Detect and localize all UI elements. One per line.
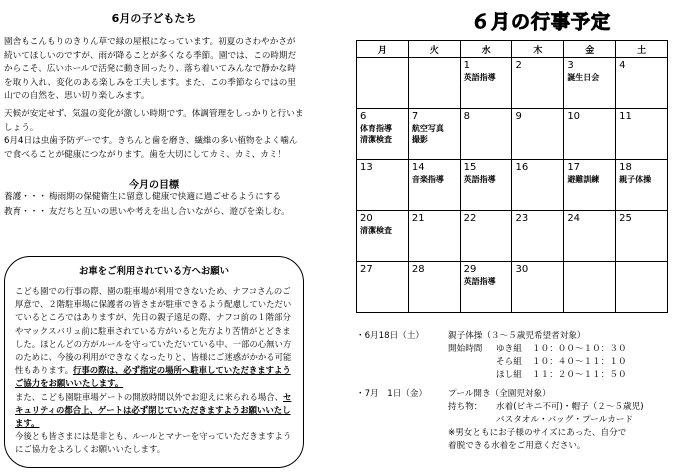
day-number: 27 bbox=[360, 264, 373, 275]
day-number: 2 bbox=[515, 60, 522, 71]
calendar-day bbox=[564, 211, 616, 262]
calendar-day bbox=[408, 58, 460, 109]
event-date: ・7月 1日（金） bbox=[356, 389, 428, 399]
event-title: プール開き（全園児対象） bbox=[448, 389, 551, 399]
calendar-day bbox=[460, 160, 512, 211]
day-event: 誕生日会 bbox=[567, 73, 600, 82]
day-event: 英語指導 bbox=[463, 277, 496, 286]
event-times bbox=[448, 343, 676, 382]
day-number: 15 bbox=[463, 162, 477, 173]
calendar-day bbox=[564, 109, 616, 160]
children-title: 6月の子どもたち bbox=[111, 12, 197, 25]
calendar-day bbox=[460, 58, 512, 109]
parking-notice-box bbox=[4, 256, 304, 468]
day-number: 25 bbox=[619, 213, 632, 224]
children-paragraph: 園舎もこんもりのきりん草で緑の屋根になっています。初夏のさわやかさが続いてほしいのですが、雨が降ることが多くなる季節。園では、この時期だからこそ、広いホールで活発に動き回ったり、落ち着いてみんなで静かな時を取り入れ、変化のある楽しみを工夫します。また、この季節ならではの里山での自然を、思い切り楽しみます。 bbox=[4, 37, 297, 102]
goal-item bbox=[4, 191, 304, 204]
calendar-table bbox=[356, 40, 668, 313]
day-number: 13 bbox=[360, 162, 373, 173]
calendar-day bbox=[357, 211, 409, 262]
day-event: 体育指導 清潔検査 bbox=[360, 124, 392, 144]
class-name: ゆき組 bbox=[496, 344, 522, 354]
calendar-day bbox=[408, 109, 460, 160]
day-event: 清潔検査 bbox=[360, 226, 392, 235]
day-number: 28 bbox=[411, 264, 425, 275]
day-number: 24 bbox=[567, 213, 581, 224]
calendar-day bbox=[616, 160, 668, 211]
class-time: １１：２０～１１：５０ bbox=[532, 370, 627, 380]
goals-title: 今月の目標 bbox=[129, 180, 179, 192]
calendar-day bbox=[460, 262, 512, 313]
event-pool bbox=[356, 388, 676, 453]
weekday-header: 土 bbox=[616, 41, 668, 58]
notice-title: お車をご利用されている方へお願い bbox=[78, 266, 229, 277]
calendar-day bbox=[616, 109, 668, 160]
calendar-day bbox=[512, 262, 564, 313]
day-event: 英語指導 bbox=[463, 175, 496, 184]
day-number: 30 bbox=[515, 264, 529, 275]
day-number: 9 bbox=[515, 111, 522, 122]
goal-item bbox=[4, 206, 304, 219]
event-title: 親子体操（３～５歳児希望者対象） bbox=[448, 331, 586, 341]
calendar-section bbox=[356, 8, 676, 313]
goal-text: 友だちと互いの思いや考えを出し合いながら、遊びを楽しむ。 bbox=[49, 207, 290, 218]
event-schedule bbox=[356, 330, 676, 453]
weekday-header: 金 bbox=[564, 41, 616, 58]
day-number: 11 bbox=[619, 111, 632, 122]
goal-key: 養護・・・ bbox=[4, 192, 47, 203]
day-number: 4 bbox=[619, 60, 626, 71]
calendar-day bbox=[512, 160, 564, 211]
notice-emphasis: セキュリティの都合上、ゲートは必ず閉じていただきますようお願いいたします。 bbox=[15, 391, 292, 429]
calendar-day bbox=[512, 109, 564, 160]
day-number: 3 bbox=[567, 60, 574, 71]
calendar-day bbox=[408, 262, 460, 313]
calendar-day bbox=[512, 211, 564, 262]
notice-text: また、こども園駐車場ゲートの開放時間以外でお迎えに来られる場合、 bbox=[15, 391, 283, 402]
calendar-day bbox=[460, 211, 512, 262]
day-number: 20 bbox=[360, 213, 373, 224]
calendar-day bbox=[408, 211, 460, 262]
calendar-day bbox=[616, 58, 668, 109]
calendar-week bbox=[357, 211, 668, 262]
event-note: 着脱できる水着をご用意ください。 bbox=[448, 441, 586, 451]
calendar-day bbox=[564, 262, 616, 313]
weekday-header: 水 bbox=[460, 41, 512, 58]
day-number: 21 bbox=[411, 213, 425, 224]
day-number: 1 bbox=[463, 60, 471, 71]
day-event: 親子体操 bbox=[619, 175, 652, 184]
day-number: 8 bbox=[463, 111, 471, 122]
calendar-day bbox=[408, 160, 460, 211]
day-event: 音楽指導 bbox=[411, 175, 444, 184]
day-number: 22 bbox=[463, 213, 477, 224]
calendar-week bbox=[357, 262, 668, 313]
notice-emphasis: 行事の際は、必ず指定の場所へ駐車していただきますようご協力をお願いいたします。 bbox=[15, 365, 291, 389]
items-label: 持ち物： bbox=[448, 402, 483, 412]
calendar-day bbox=[357, 58, 409, 109]
day-number: 10 bbox=[567, 111, 581, 122]
day-event: 避難訓練 bbox=[567, 175, 600, 184]
goal-text: 梅雨期の保健衛生に留意し健康で快適に過ごせるようにする bbox=[49, 192, 282, 203]
weekday-header: 木 bbox=[512, 41, 564, 58]
children-section bbox=[4, 6, 304, 219]
day-number: 17 bbox=[567, 162, 581, 173]
calendar-week bbox=[357, 160, 668, 211]
day-number: 16 bbox=[515, 162, 529, 173]
calendar-day bbox=[564, 58, 616, 109]
calendar-day bbox=[357, 262, 409, 313]
day-number: 29 bbox=[463, 264, 477, 275]
time-label: 開始時間 bbox=[448, 344, 483, 354]
notice-text: 今後とも皆さまには是非とも、ルールとマナーを守っていただきますようにご協力をよろしくお願いいたします。 bbox=[15, 431, 292, 455]
day-number: 14 bbox=[411, 162, 425, 173]
calendar-title: ６月の行事予定 bbox=[470, 11, 611, 33]
calendar-day bbox=[357, 160, 409, 211]
weekday-header: 火 bbox=[408, 41, 460, 58]
class-time: １０：４０～１１：１０ bbox=[532, 357, 627, 367]
weekday-header: 月 bbox=[357, 41, 409, 58]
calendar-day bbox=[616, 211, 668, 262]
event-oyako bbox=[356, 330, 676, 382]
goal-key: 教育・・・ bbox=[4, 207, 47, 218]
day-number: 23 bbox=[515, 213, 529, 224]
class-name: そら組 bbox=[496, 357, 522, 367]
class-time: １０：００～１０：３０ bbox=[532, 344, 627, 354]
class-name: ほし組 bbox=[496, 370, 522, 380]
calendar-week bbox=[357, 58, 668, 109]
day-event: 航空写真 撮影 bbox=[411, 124, 444, 144]
calendar-day bbox=[512, 58, 564, 109]
children-paragraph: 天候が安定せず、気温の変化が激しい時期です。体調管理をしっかりと行いましょう。 bbox=[4, 108, 304, 133]
children-paragraph: 6月4日は虫歯予防デーです。きちんと歯を磨き、繊維の多い植物をよく噛んで食べることが健康につながります。歯を大切にしてカミ、カミ、カミ！ bbox=[4, 136, 298, 160]
notice-body bbox=[15, 285, 293, 457]
day-number: 6 bbox=[360, 111, 367, 122]
calendar-day bbox=[564, 160, 616, 211]
items-text: 水着(ビキニ不可)・帽子（２～５歳児) bbox=[496, 402, 644, 412]
notice-text: こども園での行事の際、園の駐車場が利用できないため、ナフコさんのご厚意で、２階駐車場に保護者の皆さまが駐車できるよう配慮していただいているところではありますが、先日の親子遠足の際、ナフコ前の１階部分やマックスバリュ前に駐車されている方がいると先方より苦情がとどきました。ほとんどの方がルールを守っていただいている中、一部の心無い方のために、今後の利用ができなくなったりと、皆様にご迷惑がかかる可能性もあります。 bbox=[15, 286, 292, 376]
calendar-day bbox=[460, 109, 512, 160]
event-date: ・6月18日（土） bbox=[356, 331, 424, 341]
calendar-day bbox=[357, 109, 409, 160]
items-text: バスタオル・バッグ・プールカード bbox=[496, 415, 634, 425]
day-event: 英語指導 bbox=[463, 73, 496, 82]
calendar-day bbox=[616, 262, 668, 313]
event-note: ※男女ともにお子様のサイズにあった、自分で bbox=[448, 428, 627, 438]
day-number: 7 bbox=[411, 111, 419, 122]
day-number: 18 bbox=[619, 162, 632, 173]
calendar-week bbox=[357, 109, 668, 160]
